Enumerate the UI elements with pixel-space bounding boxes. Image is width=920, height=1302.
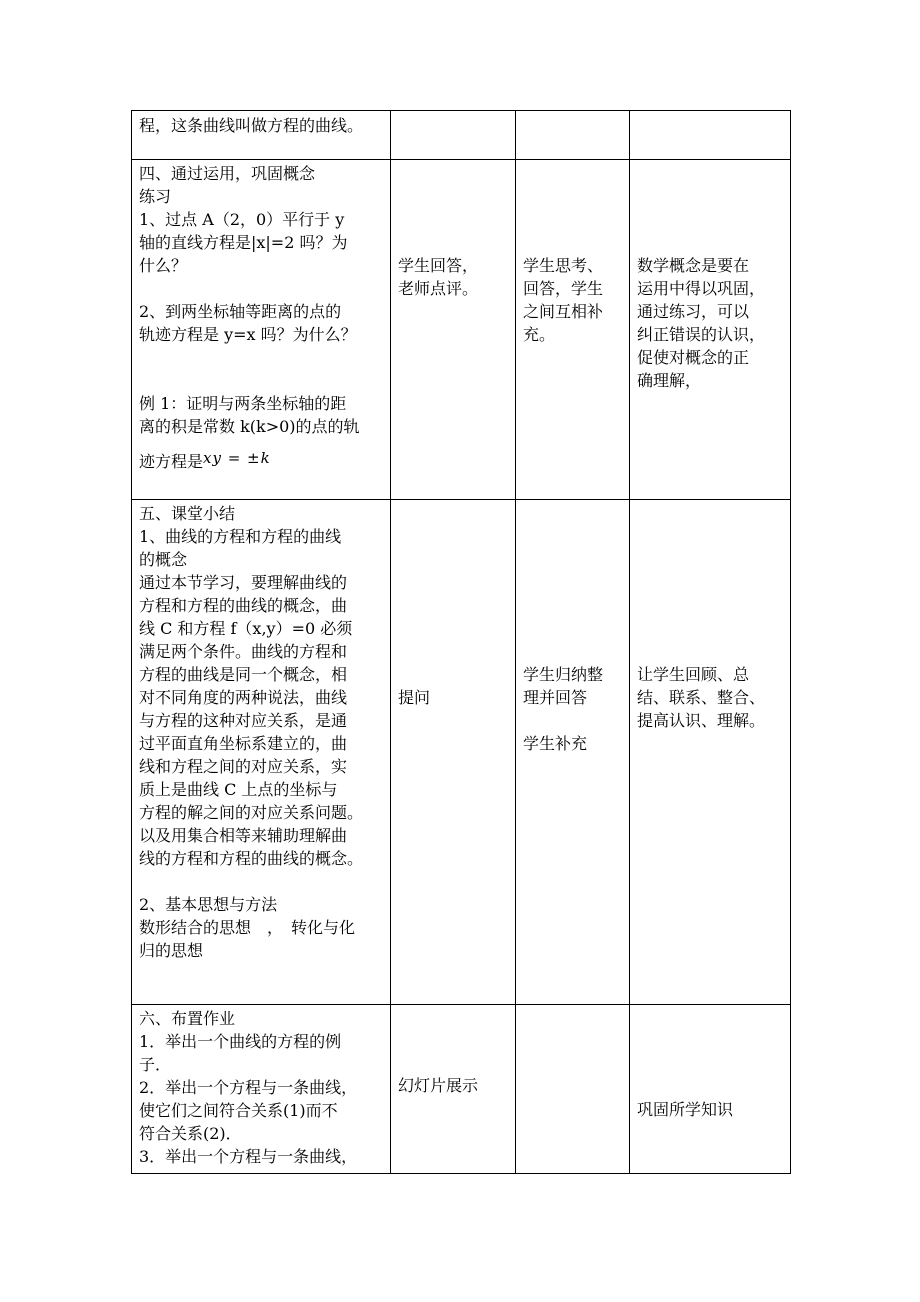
text-line: 之间互相补 [523,302,604,321]
design-intent-cell [630,500,791,1005]
text-line: 学生思考、 [523,256,604,275]
text-line: 结、联系、整合、 [637,688,766,707]
table-row [132,111,791,160]
text-line: 3．举出一个方程与一条曲线， [139,1147,358,1166]
table-row [132,160,791,500]
text-line: 符合关系(2)． [139,1124,242,1143]
text-line: 方程的曲线是同一个概念，相 [139,665,348,684]
text-line [139,447,383,473]
text-line: 与方程的这种对应关系，是通 [139,711,348,730]
text-line: 质上是曲线 C 上点的坐标与 [139,780,338,799]
text-line: 以及用集合相等来辅助理解曲 [139,826,348,845]
section-heading: 六、布置作业 [139,1009,236,1028]
student-activity-cell [516,500,630,1005]
text-line: 离的积是常数 k(k>0)的点的轨 [139,417,360,436]
text-line: 使它们之间符合关系(1)而不 [139,1101,338,1120]
text-line: 提高认识、理解。 [637,711,766,730]
text-line: 充。 [523,325,556,344]
text-line: 的概念 [139,550,188,569]
student-activity-cell [516,1005,630,1174]
text-line: 1、曲线的方程和方程的曲线 [139,527,342,546]
teacher-activity-cell [391,500,516,1005]
section-heading: 四、通过运用，巩固概念 [139,164,316,183]
text-line: 运用中得以巩固， [637,279,766,298]
text-line: 过平面直角坐标系建立的，曲 [139,734,348,753]
student-activity-cell [516,160,630,500]
text-line: 数形结合的思想 ， 转化与化 [139,918,356,937]
text-line: 1．举出一个曲线的方程的例 [139,1032,342,1051]
text-line: 归的思想 [139,941,204,960]
text-line: 轴的直线方程是|x|=2 吗？为 [139,233,348,252]
text-line: 2、到两坐标轴等距离的点的 [139,302,342,321]
student-activity-cell [516,111,630,160]
text-line: 数学概念是要在 [637,256,750,275]
text-line: 什么？ [139,256,188,275]
text-line: 幻灯片展示 [398,1076,479,1095]
text-line: 线的方程和方程的曲线的概念。 [139,849,364,868]
table-row [132,1005,791,1174]
text-line: 满足两个条件。曲线的方程和 [139,642,348,661]
text-line: 纠正错误的认识， [637,325,766,344]
text-line: 老师点评。 [398,279,479,298]
content-cell [132,1005,391,1174]
text-line: 1、过点 A（2，0）平行于 y [139,210,345,229]
text-line: 2．举出一个方程与一条曲线， [139,1078,358,1097]
content-cell [132,111,391,160]
text-line: 学生补充 [523,734,588,753]
text-line: 方程和方程的曲线的概念，曲 [139,596,348,615]
content-cell [132,160,391,500]
text-line: 通过本节学习，要理解曲线的 [139,573,348,592]
text-line: 确理解， [637,371,702,390]
text-line: 学生归纳整 [523,665,604,684]
text-line: 让学生回顾、总 [637,665,750,684]
text-line: 学生回答， [398,256,479,275]
text-line: 2、基本思想与方法 [139,895,278,914]
teacher-activity-cell [391,160,516,500]
text-line: 促使对概念的正 [637,348,750,367]
teacher-activity-cell [391,111,516,160]
text-line: 通过练习，可以 [637,302,750,321]
formula: xy = ±k [203,449,271,467]
text-line: 对不同角度的两种说法，曲线 [139,688,348,707]
design-intent-cell [630,111,791,160]
lesson-plan-table [131,110,791,1174]
text-line: 回答，学生 [523,279,604,298]
design-intent-cell [630,1005,791,1174]
text-fragment: 迹方程是 [139,452,204,471]
text-line: 程，这条曲线叫做方程的曲线。 [139,116,364,135]
text-line: 理并回答 [523,688,588,707]
text-line: 例 1：证明与两条坐标轴的距 [139,394,347,413]
content-cell [132,500,391,1005]
text-line: 练习 [139,187,172,206]
text-line: 线和方程之间的对应关系，实 [139,757,348,776]
text-line: 巩固所学知识 [637,1100,734,1119]
text-line: 线 C 和方程 f（x,y）=0 必须 [139,619,353,638]
text-line: 轨迹方程是 y=x 吗？为什么？ [139,325,357,344]
table-row [132,500,791,1005]
text-line: 方程的解之间的对应关系问题。 [139,803,364,822]
text-line: 子． [139,1055,172,1074]
text-line: 提问 [398,688,431,707]
section-heading: 五、课堂小结 [139,504,236,523]
design-intent-cell [630,160,791,500]
teacher-activity-cell [391,1005,516,1174]
